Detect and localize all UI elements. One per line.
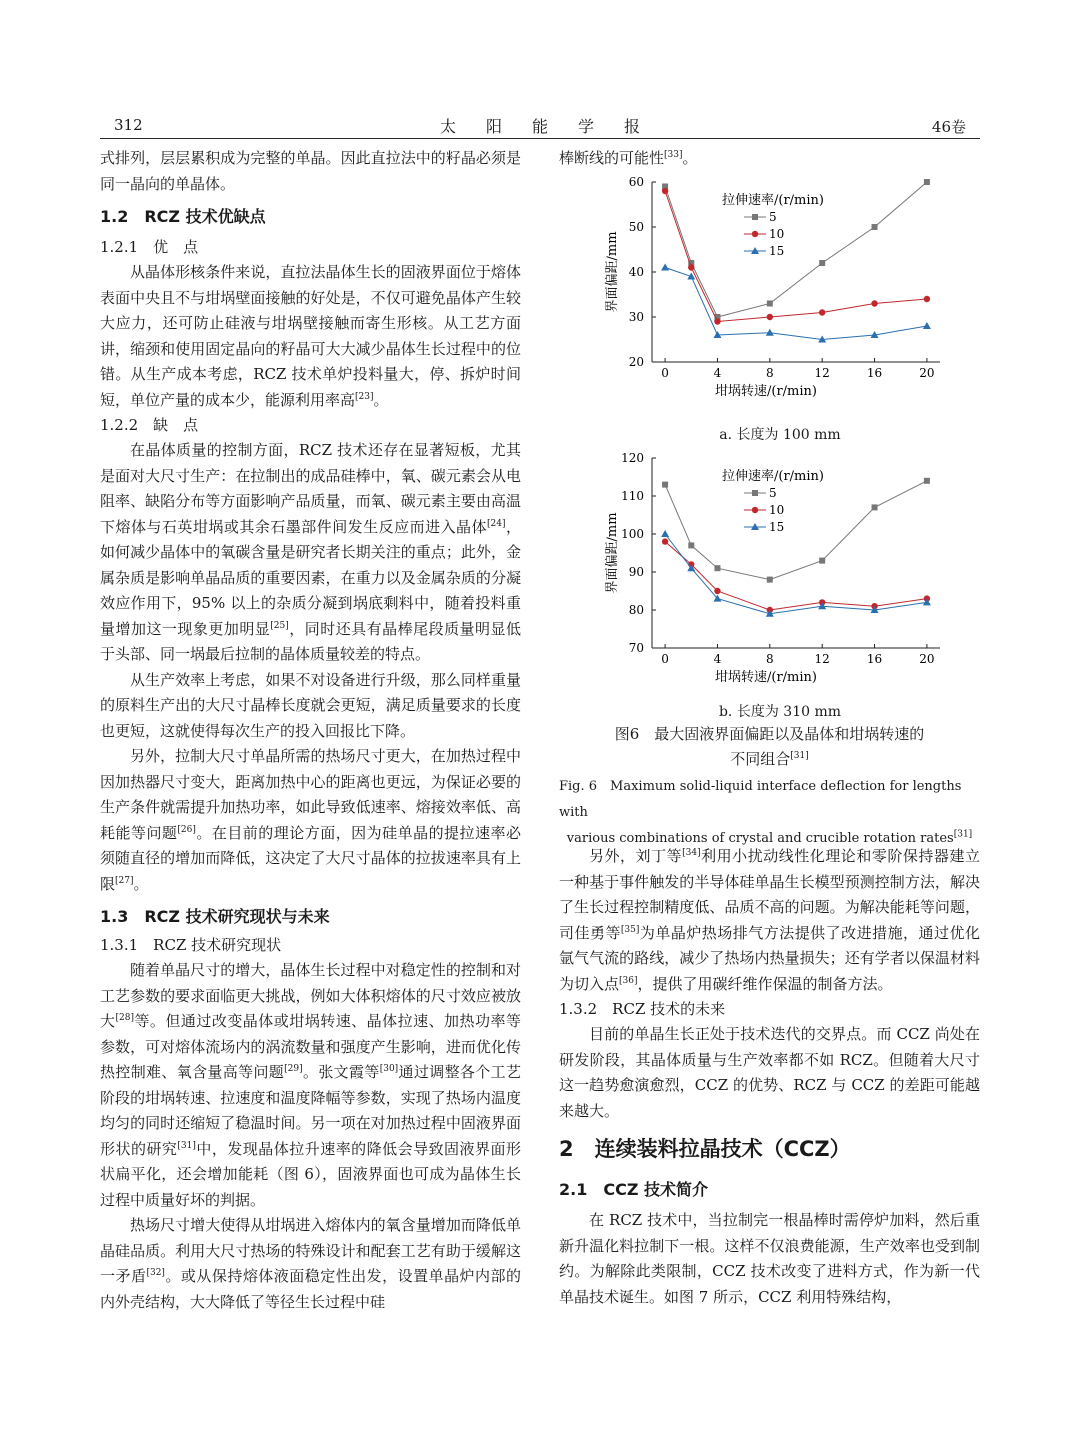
y-tick-label: 40 (628, 265, 644, 279)
x-tick-label: 8 (765, 366, 774, 380)
citation: [31] (790, 751, 809, 761)
x-tick-label: 4 (713, 652, 722, 666)
data-point (767, 301, 773, 307)
data-point (688, 264, 694, 270)
section-heading-2-1: 2.1 CCZ 技术简介 (559, 1180, 709, 1199)
y-tick-label: 80 (628, 603, 644, 617)
data-point (688, 542, 694, 548)
y-tick-label: 100 (621, 527, 644, 541)
journal-title: 太阳能学报 (439, 117, 670, 136)
data-point (767, 577, 773, 583)
citation: [36] (619, 975, 638, 986)
figure-6-caption-cn: 图6 最大固液界面偏距以及晶体和坩埚转速的 不同组合[31] (614, 725, 925, 768)
citation: [32] (146, 1268, 165, 1278)
legend-label: 5 (769, 210, 777, 224)
data-point (924, 296, 930, 302)
legend-title: 拉伸速率/(r/min) (722, 193, 824, 208)
x-tick-label: 20 (919, 652, 935, 666)
x-tick-label: 12 (814, 366, 830, 380)
legend-label: 10 (769, 227, 785, 241)
y-tick-label: 50 (628, 220, 644, 234)
figure-6b (600, 448, 960, 702)
x-tick-label: 16 (866, 652, 883, 666)
paragraph: 式排列，层层累积成为完整的单晶。因此直拉法中的籽晶必须是同一晶向的单晶体。 (100, 149, 521, 193)
citation: [34] (682, 848, 701, 858)
citation: [31] (177, 1140, 196, 1151)
legend-marker (752, 231, 758, 237)
volume-label: 46卷 (931, 118, 966, 136)
figure-6b-caption: b. 长度为 310 mm (718, 704, 842, 720)
data-point (819, 260, 825, 266)
paragraph: 从生产效率上考虑，如果不对设备进行升级，那么同样重量的原料生产出的大尺寸晶棒长度就会更短，满足质量要求的长度也更短，这就使得每次生产的投入回报比下降。 (100, 670, 521, 740)
x-tick-label: 8 (765, 652, 774, 666)
legend-marker (752, 490, 758, 496)
legend-label: 15 (769, 244, 785, 258)
data-point (661, 530, 669, 537)
legend-label: 15 (769, 520, 785, 534)
legend-title: 拉伸速率/(r/min) (722, 469, 824, 484)
data-point (923, 322, 931, 329)
citation: [26] (177, 824, 196, 835)
x-tick-label: 4 (713, 366, 722, 380)
x-tick-label: 12 (814, 652, 830, 666)
chart-b (600, 448, 960, 698)
paragraph: 随着单晶尺寸的增大，晶体生长过程中对稳定性的控制和对工艺参数的要求面临更大挑战，例如大体积熔体的尺寸效应被放大[28]等。但通过改变晶体或坩埚转速、晶体拉速、加热功率等参数，可对熔体流场内的涡流数量和强度产生影响，进而优化传热控制难、氧含量高等问题[29]。张文霞等[30]通过调整各个工艺阶段的坩埚转速、拉速度和温度降幅等参数，实现了热场内温度均匀的同时还缩短了稳温时间。另一项在对加热过程中固液界面形状的研究[31]中，发现晶体拉升速率的降低会导致固液界面形状扁平化，还会增加能耗（图 6），固液界面也可成为晶体生长过程中质量好坏的判据。 (100, 961, 521, 1209)
data-point (662, 188, 668, 194)
data-point (819, 309, 825, 315)
legend-label: 10 (769, 503, 785, 517)
citation: [31] (953, 829, 973, 840)
series-line-10 (665, 191, 927, 322)
x-axis-label: 坩埚转速/(r/min) (715, 670, 817, 685)
y-axis-label: 界面偏距/mm (605, 231, 620, 313)
data-point (871, 300, 877, 306)
data-point (662, 538, 668, 544)
data-point (714, 565, 720, 571)
citation: [24] (487, 518, 506, 529)
data-point (661, 264, 669, 271)
data-point (924, 179, 930, 185)
data-point (714, 588, 720, 594)
citation: [27] (115, 875, 134, 886)
series-line-15 (665, 268, 927, 340)
data-point (766, 329, 774, 336)
citation: [29] (284, 1064, 303, 1074)
y-tick-label: 30 (628, 310, 644, 324)
section-heading-2: 2 连续装料拉晶技术（CCZ） (559, 1137, 851, 1161)
legend-marker (752, 507, 758, 513)
left-column (100, 146, 521, 1315)
citation: [25] (270, 620, 289, 631)
page-number: 312 (114, 116, 143, 134)
y-axis-label: 界面偏距/mm (605, 512, 620, 594)
data-point (872, 224, 878, 230)
figure-6a (600, 172, 960, 416)
x-tick-label: 16 (866, 366, 883, 380)
subsection-heading-1-2-1: 1.2.1 优 点 (100, 238, 199, 256)
figure-6a-caption: a. 长度为 100 mm (719, 427, 841, 443)
paragraph: 在 RCZ 技术中，当拉制完一根晶棒时需停炉加料，然后重新升温化料拉制下一根。这样不仅浪费能源，生产效率也受到制约。为解除此类限制，CCZ 技术改变了进料方式，作为新一代单晶技术诞生。如图 7 所示，CCZ 利用特殊结构， (559, 1211, 980, 1306)
legend-label: 5 (769, 486, 777, 500)
subsection-heading-1-2-2: 1.2.2 缺 点 (100, 416, 199, 434)
paragraph: 从晶体形核条件来说，直拉法晶体生长的固液界面位于熔体表面中央且不与坩埚壁面接触的好处是，不仅可避免晶体产生较大应力，还可防止硅液与坩埚壁接触而寄生形核。从工艺方面讲，缩颈和使用固定晶向的籽晶可大大减少晶体生长过程中的位错。从生产成本考虑，RCZ 技术单炉投料量大，停、拆炉时间短，单位产量的成本少，能源利用率高[23]。 (100, 263, 521, 409)
data-point (872, 504, 878, 510)
x-tick-label: 0 (661, 366, 669, 380)
y-tick-label: 120 (621, 451, 644, 465)
legend-marker (752, 214, 758, 220)
subsection-heading-1-3-2: 1.3.2 RCZ 技术的未来 (559, 1000, 726, 1018)
paragraph: 目前的单晶生长正处于技术迭代的交界点。而 CCZ 尚处在研发阶段，其晶体质量与生产效率都不如 RCZ。但随着大尺寸这一趋势愈演愈烈，CCZ 的优势、RCZ 与 CCZ 的差距可能越来越大。 (559, 1025, 980, 1120)
y-tick-label: 70 (628, 641, 644, 655)
paragraph: 棒断线的可能性[33]。 (559, 149, 698, 167)
section-heading-1-2: 1.2 RCZ 技术优缺点 (100, 207, 266, 226)
data-point (819, 558, 825, 564)
figure-6-caption-en: Fig. 6 Maximum solid-liquid interface deflection for lengths with various combinations of crystal and crucible rotation rates[31] (559, 779, 973, 846)
running-header (100, 112, 980, 139)
x-tick-label: 0 (661, 652, 669, 666)
subsection-heading-1-3-1: 1.3.1 RCZ 技术研究现状 (100, 936, 282, 954)
data-point (924, 478, 930, 484)
y-tick-label: 60 (628, 175, 644, 189)
citation: [35] (620, 924, 640, 935)
section-heading-1-3: 1.3 RCZ 技术研究现状与未来 (100, 907, 330, 926)
y-tick-label: 20 (628, 355, 644, 369)
paragraph: 在晶体质量的控制方面，RCZ 技术还存在显著短板，尤其是面对大尺寸生产：在拉制出的成品硅棒中，氧、碳元素会从电阻率、缺陷分布等方面影响产品质量，而氧、碳元素主要由高温下熔体与石英坩埚或其余石墨部件间发生反应而进入晶体[24]，如何减少晶体中的氧碳含量是研究者长期关注的重点；此外，金属杂质是影响单晶品质的重要因素，在重力以及金属杂质的分凝效应作用下，95% 以上的杂质分凝到埚底剩料中，随着投料重量增加这一现象更加明显[25]，同时还具有晶棒尾段质量明显低于头部、同一埚最后拉制的晶体质量较差的特点。 (100, 441, 521, 663)
data-point (767, 314, 773, 320)
series-line-15 (665, 534, 927, 614)
chart-a (600, 172, 960, 412)
paragraph: 另外，刘丁等[34]利用小扰动线性化理论和零阶保持器建立一种基于事件触发的半导体硅单晶生长模型预测控制方法，解决了生长过程控制精度低、品质不高的问题。为解决能耗等问题，司佳勇等[35]为单晶炉热场排气方法提供了改进措施，通过优化氩气气流的路线，减少了热场内热量损失；还有学者以保温材料为切入点[36]，提供了用碳纤维作保温的制备方法。 (559, 847, 980, 993)
citation: [30] (379, 1064, 399, 1074)
data-point (714, 318, 720, 324)
citation: [28] (115, 1013, 134, 1023)
series-line-10 (665, 542, 927, 610)
citation: [33] (664, 150, 683, 160)
y-tick-label: 90 (628, 565, 644, 579)
y-tick-label: 110 (621, 489, 644, 503)
x-tick-label: 20 (919, 366, 935, 380)
paragraph: 另外，拉制大尺寸单晶所需的热场尺寸更大，在加热过程中因加热器尺寸变大，距离加热中心的距离也更远，为保证必要的生产条件就需提升加热功率，如此导致低速率、熔接效率低、高耗能等问题[26]。在目前的理论方面，因为硅单晶的提拉速率必须随直径的增加而降低，这决定了大尺寸晶体的拉拔速率具有上限[27]。 (100, 747, 521, 893)
citation: [23] (355, 391, 374, 402)
data-point (662, 482, 668, 488)
right-column-bottom (559, 844, 980, 1310)
right-column-top (559, 146, 980, 172)
x-axis-label: 坩埚转速/(r/min) (715, 384, 817, 399)
series-line-5 (665, 481, 927, 580)
paragraph: 热场尺寸增大使得从坩埚进入熔体内的氧含量增加而降低单晶硅品质。利用大尺寸热场的特殊设计和配套工艺有助于缓解这一矛盾[32]。或从保持熔体液面稳定性出发，设置单晶炉内部的内外壳结构，大大降低了等径生长过程中硅 (100, 1216, 521, 1311)
